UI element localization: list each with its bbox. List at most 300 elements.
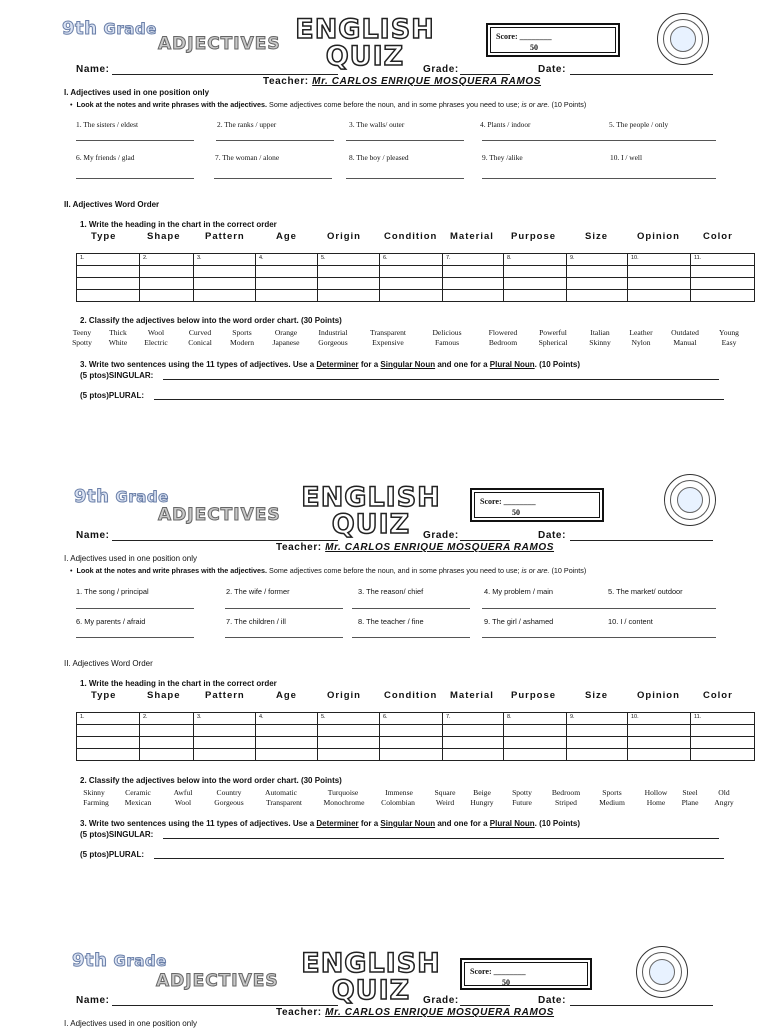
grade-number: 9th <box>74 486 110 507</box>
chart-cell[interactable]: 9. <box>567 713 628 725</box>
section2-sub1: 1. Write the heading in the chart in the correct order <box>80 679 277 688</box>
chart-row <box>77 290 755 302</box>
item-9: 9. The girl / ashamed <box>484 617 554 626</box>
chart-cell[interactable] <box>380 725 443 737</box>
heading-color: Color <box>703 231 733 242</box>
word: Square <box>434 788 456 797</box>
chart-cell[interactable] <box>194 290 256 302</box>
heading-size: Size <box>585 231 609 242</box>
teacher-label: Teacher: <box>276 542 322 553</box>
chart-cell[interactable] <box>140 290 194 302</box>
answer-line[interactable] <box>76 178 194 179</box>
score-box <box>460 958 592 990</box>
word: Famous <box>434 338 460 347</box>
word: Flowered <box>488 328 518 337</box>
plural-label: (5 ptos)PLURAL: <box>80 391 144 400</box>
chart-cell[interactable] <box>194 749 256 761</box>
chart-cell[interactable] <box>628 290 691 302</box>
chart-cell[interactable] <box>691 737 755 749</box>
word: Young <box>719 328 739 337</box>
instr-italic: is or are. <box>521 566 550 575</box>
answer-line[interactable] <box>352 608 470 609</box>
sub3-singular: Singular Noun <box>380 819 436 828</box>
score-box <box>470 488 604 522</box>
sub3-text: . (10 Points) <box>534 819 580 828</box>
heading-pattern: Pattern <box>205 690 245 701</box>
chart-cell[interactable] <box>140 737 194 749</box>
answer-line[interactable] <box>225 637 343 638</box>
heading-size: Size <box>585 690 609 701</box>
chart-cell[interactable]: 3. <box>194 254 256 266</box>
chart-cell[interactable] <box>628 725 691 737</box>
chart-cell[interactable] <box>256 737 318 749</box>
word: Home <box>646 798 666 807</box>
word: Steel <box>682 788 698 797</box>
sub3-text: for a <box>358 360 381 369</box>
word: Mexican <box>124 798 152 807</box>
instr-bold: Look at the notes and write phrases with the adjectives. <box>76 566 268 575</box>
chart-cell[interactable]: 6. <box>380 713 443 725</box>
chart-cell[interactable] <box>318 290 380 302</box>
word: Hollow <box>644 788 668 797</box>
chart-cell[interactable] <box>194 266 256 278</box>
singular-label: (5 ptos)SINGULAR: <box>80 830 154 839</box>
word: Colombian <box>381 798 415 807</box>
word: Gorgeous <box>214 798 244 807</box>
answer-line[interactable] <box>482 178 600 179</box>
instr-italic: is or are. <box>521 100 550 109</box>
name-label: Name: <box>76 995 110 1006</box>
word: Nylon <box>631 338 651 347</box>
answer-line[interactable] <box>482 608 600 609</box>
heading-age: Age <box>276 231 297 242</box>
chart-row <box>77 278 755 290</box>
item-7: 7. The children / ill <box>226 617 286 626</box>
english-quiz-title <box>300 484 442 538</box>
item-7: 7. The woman / alone <box>215 153 280 162</box>
answer-line[interactable] <box>76 608 194 609</box>
chart-cell[interactable] <box>256 725 318 737</box>
answer-line[interactable] <box>225 608 343 609</box>
word: Striped <box>555 798 577 807</box>
word: Spherical <box>538 338 568 347</box>
singular-answer-line[interactable] <box>163 838 719 839</box>
chart-number-row <box>77 713 755 725</box>
english-word: ENGLISH <box>295 14 435 45</box>
chart-cell[interactable] <box>77 290 140 302</box>
heading-material: Material <box>450 231 494 242</box>
quiz-word: QUIZ <box>325 41 405 72</box>
answer-line[interactable] <box>598 178 716 179</box>
chart-cell[interactable] <box>140 725 194 737</box>
word: Sports <box>602 788 622 797</box>
word: Orange <box>274 328 298 337</box>
chart-cell[interactable] <box>256 749 318 761</box>
section2-sub3 <box>80 819 580 828</box>
chart-cell[interactable] <box>628 737 691 749</box>
chart-cell[interactable]: 1. <box>77 254 140 266</box>
date-line[interactable] <box>570 74 713 75</box>
item-10: 10. I / content <box>608 617 653 626</box>
word: Plane <box>681 798 699 807</box>
chart-cell[interactable] <box>318 266 380 278</box>
grade-logo <box>62 18 157 39</box>
heading-purpose: Purpose <box>511 690 557 701</box>
answer-line[interactable] <box>482 637 600 638</box>
section2-title: II. Adjectives Word Order <box>64 659 153 668</box>
chart-cell[interactable] <box>504 749 567 761</box>
sub3-plural: Plural Noun <box>489 360 535 369</box>
heading-material: Material <box>450 690 494 701</box>
answer-line[interactable] <box>214 178 332 179</box>
word: Skinny <box>589 338 611 347</box>
answer-line[interactable] <box>346 178 464 179</box>
grade-line[interactable] <box>460 1005 510 1006</box>
chart-cell[interactable] <box>380 266 443 278</box>
grade-logo <box>72 950 167 971</box>
answer-line[interactable] <box>352 637 470 638</box>
word: Awful <box>173 788 193 797</box>
chart-cell[interactable] <box>140 266 194 278</box>
section2-sub1: 1. Write the heading in the chart in the correct order <box>80 220 277 229</box>
school-seal <box>636 946 688 998</box>
chart-cell[interactable] <box>504 737 567 749</box>
chart-cell[interactable]: 8. <box>504 254 567 266</box>
chart-cell[interactable] <box>140 749 194 761</box>
chart-cell[interactable] <box>318 278 380 290</box>
chart-cell[interactable] <box>691 278 755 290</box>
section1-instructions: • Look at the notes and write phrases with the adjectives. Some adjectives come before the noun, and in some phrases you need to use; is or are. (10 Points) <box>70 566 587 575</box>
name-line[interactable] <box>112 1005 338 1006</box>
chart-cell[interactable]: 9. <box>567 254 628 266</box>
word-order-chart <box>76 253 755 302</box>
quiz-word: QUIZ <box>331 509 411 540</box>
sub3-text: for a <box>358 819 381 828</box>
word: Old <box>718 788 730 797</box>
chart-cell[interactable] <box>443 278 504 290</box>
word: Spotty <box>512 788 532 797</box>
item-8: 8. The boy / pleased <box>349 153 409 162</box>
chart-cell[interactable] <box>194 725 256 737</box>
word: Angry <box>714 798 734 807</box>
heading-color: Color <box>703 690 733 701</box>
word: Teeny <box>72 328 92 337</box>
chart-cell[interactable] <box>691 725 755 737</box>
heading-condition: Condition <box>384 231 438 242</box>
chart-cell[interactable] <box>318 725 380 737</box>
grade-word: Grade <box>103 20 157 38</box>
chart-cell[interactable]: 1. <box>77 713 140 725</box>
grade-line[interactable] <box>460 74 510 75</box>
word: Manual <box>673 338 697 347</box>
chart-cell[interactable] <box>443 725 504 737</box>
word: Wool <box>174 798 192 807</box>
chart-cell[interactable] <box>380 278 443 290</box>
chart-row <box>77 725 755 737</box>
chart-cell[interactable] <box>443 290 504 302</box>
chart-cell[interactable] <box>628 278 691 290</box>
answer-line[interactable] <box>346 140 464 141</box>
item-2: 2. The ranks / upper <box>217 120 277 129</box>
chart-cell[interactable] <box>567 737 628 749</box>
item-5: 5. The people / only <box>609 120 669 129</box>
chart-cell[interactable] <box>691 749 755 761</box>
word: Transparent <box>266 798 302 807</box>
sub3-singular: Singular Noun <box>380 360 436 369</box>
chart-cell[interactable]: 7. <box>443 713 504 725</box>
chart-cell[interactable]: 4. <box>256 254 318 266</box>
word: Gorgeous <box>318 338 348 347</box>
heading-shape: Shape <box>147 231 181 242</box>
chart-cell[interactable] <box>691 290 755 302</box>
word: Expensive <box>372 338 404 347</box>
teacher-line <box>276 1007 554 1018</box>
word: Outdated <box>671 328 699 337</box>
heading-type: Type <box>91 690 117 701</box>
word: Weird <box>435 798 455 807</box>
section1-title: I. Adjectives used in one position only <box>64 554 197 563</box>
chart-cell[interactable]: 5. <box>318 254 380 266</box>
plural-answer-line[interactable] <box>154 399 724 400</box>
word: Electric <box>144 338 168 347</box>
instr-points: (10 Points) <box>549 566 587 575</box>
chart-cell[interactable] <box>567 725 628 737</box>
answer-line[interactable] <box>76 140 194 141</box>
sub3-text: . (10 Points) <box>534 360 580 369</box>
chart-cell[interactable]: 4. <box>256 713 318 725</box>
word: Future <box>512 798 532 807</box>
grade-number: 9th <box>62 18 98 39</box>
section2-title: II. Adjectives Word Order <box>64 200 160 209</box>
adjectives-title: ADJECTIVES <box>158 505 281 525</box>
word: Spotty <box>72 338 92 347</box>
instr-points: (10 Points) <box>549 100 587 109</box>
score-total: 50 <box>502 978 510 987</box>
word: Bedroom <box>488 338 518 347</box>
teacher-label: Teacher: <box>276 1007 322 1018</box>
heading-origin: Origin <box>327 690 361 701</box>
word: Country <box>216 788 242 797</box>
grade-number: 9th <box>72 950 108 971</box>
score-label: Score: ________ <box>496 32 552 41</box>
word: Immense <box>385 788 413 797</box>
chart-cell[interactable] <box>628 266 691 278</box>
chart-cell[interactable] <box>567 266 628 278</box>
grade-label: Grade: <box>423 64 459 75</box>
word: Sports <box>232 328 252 337</box>
sub3-determiner: Determiner <box>316 819 359 828</box>
word: Farming <box>83 798 109 807</box>
english-word: ENGLISH <box>301 948 441 979</box>
sub3-text: and one for a <box>435 360 490 369</box>
word: Automatic <box>264 788 298 797</box>
item-2: 2. The wife / former <box>226 587 290 596</box>
word: Ceramic <box>125 788 151 797</box>
chart-cell[interactable]: 2. <box>140 254 194 266</box>
item-6: 6. My parents / afraid <box>76 617 146 626</box>
word: Turquoise <box>327 788 359 797</box>
word: Delicious <box>432 328 462 337</box>
answer-line[interactable] <box>598 608 716 609</box>
date-label: Date: <box>538 995 567 1006</box>
grade-label: Grade: <box>423 995 459 1006</box>
instr-rest: Some adjectives come before the noun, and in some phrases you need to use; <box>267 566 522 575</box>
chart-number-row <box>77 254 755 266</box>
chart-row <box>77 749 755 761</box>
chart-cell[interactable] <box>194 278 256 290</box>
answer-line[interactable] <box>482 140 600 141</box>
word: Skinny <box>83 788 105 797</box>
school-seal <box>657 13 709 65</box>
chart-cell[interactable] <box>567 290 628 302</box>
chart-cell[interactable] <box>443 737 504 749</box>
date-label: Date: <box>538 64 567 75</box>
chart-cell[interactable] <box>140 278 194 290</box>
grade-label: Grade: <box>423 530 459 541</box>
word: Leather <box>629 328 653 337</box>
word: Hungry <box>470 798 494 807</box>
chart-cell[interactable] <box>77 749 140 761</box>
word: Thick <box>109 328 127 337</box>
heading-type: Type <box>91 231 117 242</box>
chart-cell[interactable] <box>318 737 380 749</box>
teacher-line <box>263 76 541 87</box>
english-word: ENGLISH <box>301 482 441 513</box>
chart-cell[interactable] <box>504 725 567 737</box>
chart-cell[interactable]: 10. <box>628 254 691 266</box>
item-1: 1. The sisters / eldest <box>76 120 139 129</box>
heading-shape: Shape <box>147 690 181 701</box>
item-4: 4. Plants / indoor <box>480 120 531 129</box>
plural-label: (5 ptos)PLURAL: <box>80 850 144 859</box>
chart-cell[interactable] <box>504 290 567 302</box>
heading-pattern: Pattern <box>205 231 245 242</box>
chart-cell[interactable]: 7. <box>443 254 504 266</box>
word: Italian <box>590 328 610 337</box>
name-line[interactable] <box>112 74 338 75</box>
heading-age: Age <box>276 690 297 701</box>
date-label: Date: <box>538 530 567 541</box>
adjectives-title: ADJECTIVES <box>158 34 281 54</box>
singular-answer-line[interactable] <box>163 379 719 380</box>
chart-cell[interactable] <box>691 266 755 278</box>
chart-cell[interactable] <box>628 749 691 761</box>
date-line[interactable] <box>570 1005 713 1006</box>
english-quiz-title <box>300 950 442 1004</box>
teacher-name: Mr. CARLOS ENRIQUE MOSQUERA RAMOS <box>325 1007 555 1018</box>
chart-cell[interactable]: 11. <box>691 713 755 725</box>
chart-cell[interactable] <box>77 737 140 749</box>
chart-cell[interactable]: 11. <box>691 254 755 266</box>
chart-cell[interactable]: 10. <box>628 713 691 725</box>
chart-cell[interactable] <box>443 749 504 761</box>
score-box <box>486 23 620 57</box>
quiz-word: QUIZ <box>331 975 411 1006</box>
chart-cell[interactable] <box>567 278 628 290</box>
chart-cell[interactable] <box>504 266 567 278</box>
teacher-name: Mr. CARLOS ENRIQUE MOSQUERA RAMOS <box>312 76 542 87</box>
heading-opinion: Opinion <box>637 231 680 242</box>
grade-line[interactable] <box>460 540 510 541</box>
chart-cell[interactable] <box>567 749 628 761</box>
teacher-name: Mr. CARLOS ENRIQUE MOSQUERA RAMOS <box>325 542 555 553</box>
heading-origin: Origin <box>327 231 361 242</box>
date-line[interactable] <box>570 540 713 541</box>
section1-title: I. Adjectives used in one position only <box>64 88 210 97</box>
chart-cell[interactable] <box>77 266 140 278</box>
word: Japanese <box>272 338 300 347</box>
chart-cell[interactable] <box>256 290 318 302</box>
word: Easy <box>721 338 737 347</box>
chart-cell[interactable] <box>256 278 318 290</box>
chart-cell[interactable] <box>318 749 380 761</box>
chart-cell[interactable] <box>256 266 318 278</box>
plural-answer-line[interactable] <box>154 858 724 859</box>
chart-cell[interactable] <box>77 725 140 737</box>
chart-cell[interactable] <box>443 266 504 278</box>
word: Modern <box>229 338 255 347</box>
instr-bold: Look at the notes and write phrases with the adjectives. <box>76 100 268 109</box>
heading-opinion: Opinion <box>637 690 680 701</box>
answer-line[interactable] <box>598 637 716 638</box>
chart-cell[interactable] <box>77 278 140 290</box>
chart-cell[interactable]: 5. <box>318 713 380 725</box>
chart-cell[interactable]: 8. <box>504 713 567 725</box>
teacher-label: Teacher: <box>263 76 309 87</box>
english-quiz-title <box>294 16 436 70</box>
word: Bedroom <box>551 788 581 797</box>
chart-cell[interactable] <box>504 278 567 290</box>
chart-cell[interactable] <box>194 737 256 749</box>
section2-sub2: 2. Classify the adjectives below into the word order chart. (30 Points) <box>80 776 342 785</box>
word-order-chart <box>76 712 755 761</box>
item-8: 8. The teacher / fine <box>358 617 424 626</box>
chart-cell[interactable] <box>380 737 443 749</box>
grade-word: Grade <box>115 488 169 506</box>
sub3-text: 3. Write two sentences using the 11 types of adjectives. Use a <box>80 360 317 369</box>
score-label: Score: ________ <box>480 497 536 506</box>
grade-logo <box>74 486 169 507</box>
heading-condition: Condition <box>384 690 438 701</box>
sub3-plural: Plural Noun <box>489 819 535 828</box>
name-label: Name: <box>76 64 110 75</box>
chart-cell[interactable]: 6. <box>380 254 443 266</box>
name-line[interactable] <box>112 540 338 541</box>
word: Wool <box>147 328 165 337</box>
adjectives-title: ADJECTIVES <box>156 971 279 991</box>
sub3-text: 3. Write two sentences using the 11 types of adjectives. Use a <box>80 819 317 828</box>
chart-cell[interactable] <box>380 749 443 761</box>
score-label: Score: ________ <box>470 967 526 976</box>
word: Medium <box>599 798 625 807</box>
word: Monochrome <box>323 798 365 807</box>
item-4: 4. My problem / main <box>484 587 554 596</box>
sub3-determiner: Determiner <box>316 360 359 369</box>
answer-line[interactable] <box>598 140 716 141</box>
word: White <box>108 338 128 347</box>
singular-label: (5 ptos)SINGULAR: <box>80 371 154 380</box>
answer-line[interactable] <box>76 637 194 638</box>
name-label: Name: <box>76 530 110 541</box>
chart-row <box>77 737 755 749</box>
section1-title: I. Adjectives used in one position only <box>64 1019 197 1028</box>
answer-line[interactable] <box>216 140 334 141</box>
item-1: 1. The song / principal <box>76 587 149 596</box>
chart-cell[interactable]: 2. <box>140 713 194 725</box>
word: Curved <box>188 328 212 337</box>
chart-cell[interactable] <box>380 290 443 302</box>
chart-cell[interactable]: 3. <box>194 713 256 725</box>
